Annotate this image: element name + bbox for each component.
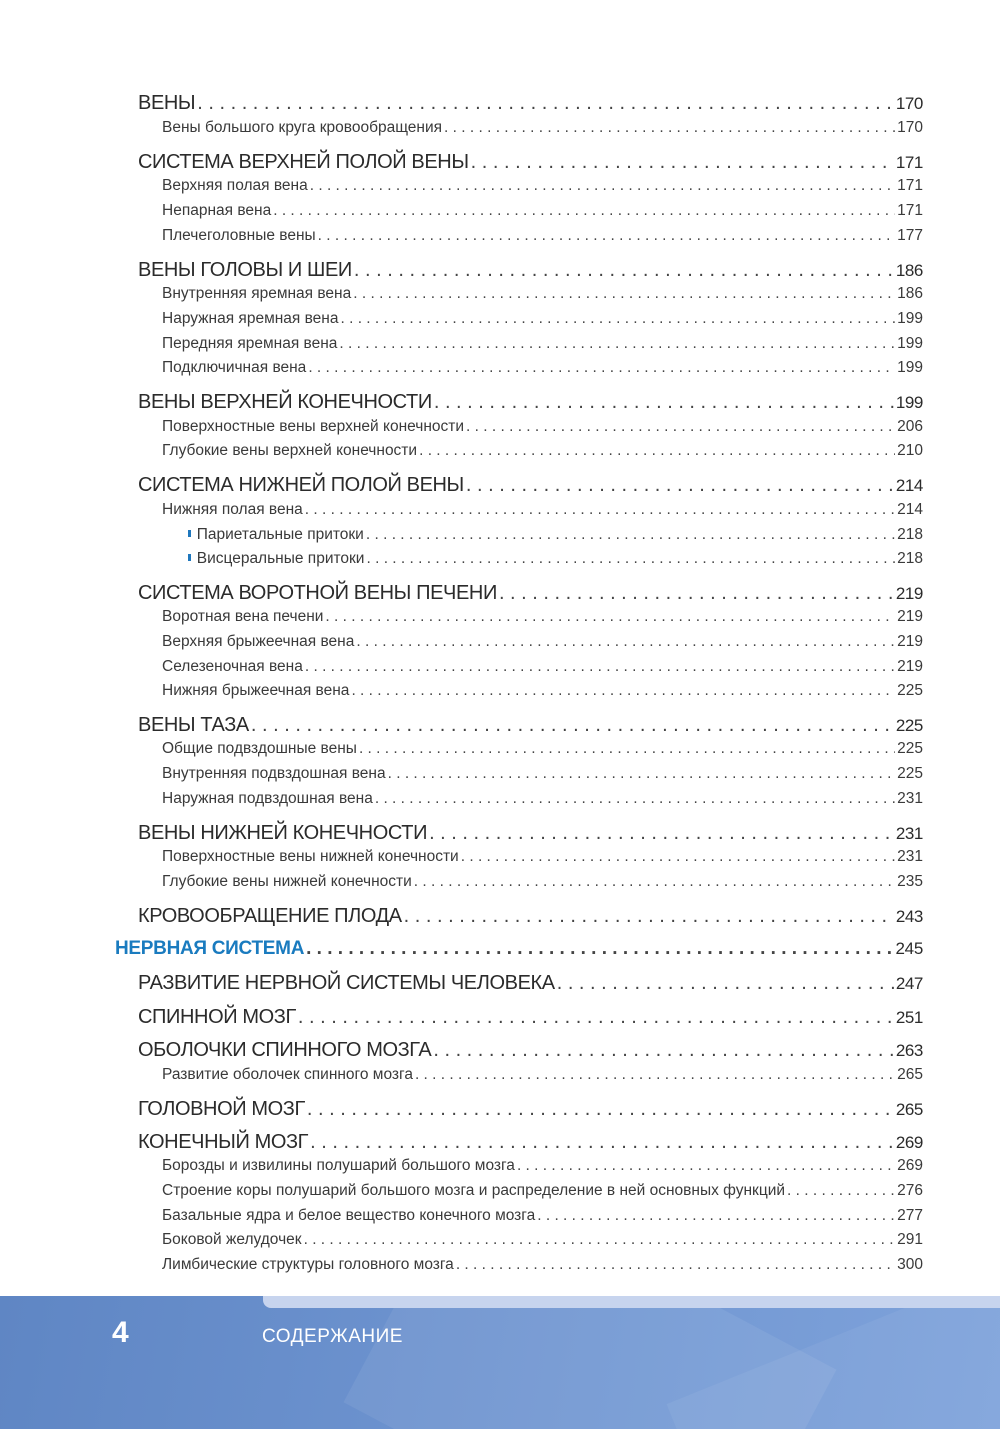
dot-leader <box>359 740 895 758</box>
toc-entry-page: 186 <box>897 285 923 302</box>
toc-entry-section <box>0 714 923 737</box>
toc-entry-title: ОБОЛОЧКИ СПИННОГО МОЗГА <box>138 1039 432 1061</box>
toc-entry-title: Внутренняя подвздошная вена <box>162 765 386 782</box>
dot-leader <box>197 92 894 115</box>
dot-leader <box>325 608 895 626</box>
dot-leader <box>433 1039 893 1062</box>
toc-entry-title: Передняя яремная вена <box>162 335 338 352</box>
toc-entry-title: Борозды и извилины полушарий большого мозга <box>162 1157 515 1174</box>
dot-leader <box>419 442 895 460</box>
toc-entry-section <box>0 1006 923 1029</box>
toc-entry-sub <box>0 633 923 651</box>
toc-entry-title: Воротная вена печени <box>162 608 324 625</box>
toc-entry-page: 171 <box>895 153 923 172</box>
toc-entry-sub <box>0 873 923 891</box>
toc-entry-page: 218 <box>897 550 923 567</box>
toc-entry-page: 186 <box>895 261 923 280</box>
toc-entry-sub <box>0 442 923 460</box>
toc-entry-sub <box>0 359 923 377</box>
toc-entry-page: 243 <box>895 907 923 926</box>
toc-entry-sub <box>0 202 923 220</box>
toc-entry-bullet <box>0 550 923 568</box>
toc-entry-title: Строение коры полушарий большого мозга и распределение в ней основных функций <box>162 1182 786 1199</box>
toc-entry-title: Селезеночная вена <box>162 658 303 675</box>
toc-entry-page: 265 <box>897 1066 923 1083</box>
toc-entry-section <box>0 391 923 414</box>
dot-leader <box>471 151 894 174</box>
toc-entry-sub <box>0 1157 923 1175</box>
toc-entry-title: СПИННОЙ МОЗГ <box>138 1006 296 1028</box>
toc-entry-section <box>0 972 923 995</box>
toc-entry-title: Поверхностные вены нижней конечности <box>162 848 459 865</box>
dot-leader <box>366 550 895 568</box>
dot-leader <box>466 474 894 497</box>
toc-entry-title: ВЕНЫ НИЖНЕЙ КОНЕЧНОСТИ <box>138 822 428 844</box>
footer-strip <box>263 1296 1000 1308</box>
toc-entry-title: Париетальные притоки <box>196 526 364 543</box>
toc-entry-page: 251 <box>895 1008 923 1027</box>
dot-leader <box>304 1231 896 1249</box>
dot-leader <box>456 1256 895 1274</box>
toc-entry-page: 206 <box>897 418 923 435</box>
toc-entry-title: Висцеральные притоки <box>196 550 365 567</box>
toc-entry-page: 245 <box>895 939 923 958</box>
toc-entry-page: 269 <box>897 1157 923 1174</box>
toc-entry-page: 218 <box>897 526 923 543</box>
toc-entry-page: 214 <box>895 476 923 495</box>
toc-entry-title: Нижняя брыжеечная вена <box>162 682 350 699</box>
dot-leader <box>388 765 896 783</box>
toc-entry-page: 225 <box>897 740 923 757</box>
toc-entry-sub <box>0 1066 923 1084</box>
toc-entry-page: 225 <box>897 682 923 699</box>
toc-entry-title: Наружная яремная вена <box>162 310 339 327</box>
toc-entry-title: НЕРВНАЯ СИСТЕМА <box>115 938 305 959</box>
dot-leader <box>356 633 895 651</box>
toc-entry-sub <box>0 1182 923 1200</box>
toc-entry-sub <box>0 740 923 758</box>
toc-entry-title: Плечеголовные вены <box>162 227 316 244</box>
toc-entry-sub <box>0 765 923 783</box>
toc-entry-page: 276 <box>897 1182 923 1199</box>
page-footer <box>0 1296 1000 1429</box>
toc-entry-sub <box>0 119 923 137</box>
toc-entry-sub <box>0 848 923 866</box>
toc-entry-sub <box>0 310 923 328</box>
toc-entry-page: 277 <box>897 1207 923 1224</box>
toc-entry-title: Боковой желудочек <box>162 1231 302 1248</box>
toc-entry-title: ВЕНЫ ВЕРХНЕЙ КОНЕЧНОСТИ <box>138 391 432 413</box>
dot-leader <box>339 335 895 353</box>
toc-entry-page: 171 <box>897 202 923 219</box>
toc-entry-title: КРОВООБРАЩЕНИЕ ПЛОДА <box>138 905 402 927</box>
toc-entry-page: 225 <box>895 716 923 735</box>
toc-entry-page: 219 <box>897 658 923 675</box>
toc-entry-section <box>0 822 923 845</box>
toc-entry-title: РАЗВИТИЕ НЕРВНОЙ СИСТЕМЫ ЧЕЛОВЕКА <box>138 972 555 994</box>
toc-entry-title: СИСТЕМА НИЖНЕЙ ПОЛОЙ ВЕНЫ <box>138 474 464 496</box>
toc-entry-title: Наружная подвздошная вена <box>162 790 373 807</box>
dot-leader <box>310 177 895 195</box>
toc-entry-page: 199 <box>897 310 923 327</box>
toc-entry-page: 219 <box>897 608 923 625</box>
dot-leader <box>351 682 895 700</box>
toc-entry-title: ГОЛОВНОЙ МОЗГ <box>138 1098 305 1120</box>
toc-entry-page: 199 <box>897 359 923 376</box>
toc-entry-title: Внутренняя яремная вена <box>162 285 352 302</box>
toc-entry-page: 171 <box>897 177 923 194</box>
toc-entry-section <box>0 905 923 928</box>
dot-leader <box>787 1182 895 1200</box>
toc-entry-section <box>0 474 923 497</box>
toc-entry-page: 231 <box>897 848 923 865</box>
dot-leader <box>414 873 895 891</box>
toc-entry-page: 231 <box>895 824 923 843</box>
toc-entry-section <box>0 582 923 605</box>
toc-entry-title: КОНЕЧНЫЙ МОЗГ <box>138 1131 309 1153</box>
bullet-square-icon <box>188 554 191 561</box>
bullet-square-icon <box>188 530 191 537</box>
dot-leader <box>444 119 895 137</box>
dot-leader <box>375 790 895 808</box>
toc-entry-page: 219 <box>897 633 923 650</box>
dot-leader <box>434 391 894 414</box>
toc-entry-page: 199 <box>897 335 923 352</box>
toc-entry-page: 269 <box>895 1133 923 1152</box>
toc-entry-section <box>0 151 923 174</box>
toc-entry-section <box>0 259 923 282</box>
dot-leader <box>340 310 895 328</box>
dot-leader <box>415 1066 895 1084</box>
toc-entry-title: Базальные ядра и белое вещество конечного мозга <box>162 1207 536 1224</box>
dot-leader <box>537 1207 895 1225</box>
toc-entry-page: 225 <box>897 765 923 782</box>
dot-leader <box>429 822 894 845</box>
toc-entry-title: Непарная вена <box>162 202 272 219</box>
toc-entry-page: 235 <box>897 873 923 890</box>
toc-entry-section <box>0 1131 923 1154</box>
dot-leader <box>354 259 894 282</box>
dot-leader <box>557 972 894 995</box>
dot-leader <box>308 359 895 377</box>
toc-entry-page: 300 <box>897 1256 923 1273</box>
toc-entry-title: ВЕНЫ <box>138 92 196 114</box>
toc-entry-title: Глубокие вены нижней конечности <box>162 873 412 890</box>
toc-entry-page: 247 <box>895 974 923 993</box>
dot-leader <box>305 501 895 519</box>
toc-entry-title: СИСТЕМА ВЕРХНЕЙ ПОЛОЙ ВЕНЫ <box>138 151 469 173</box>
toc-entry-page: 265 <box>895 1100 923 1119</box>
dot-leader <box>305 658 895 676</box>
toc-entry-page: 214 <box>897 501 923 518</box>
toc-entry-title: Поверхностные вены верхней конечности <box>162 418 465 435</box>
toc-entry-sub <box>0 285 923 303</box>
toc-entry-section <box>0 92 923 115</box>
toc-entry-page: 231 <box>897 790 923 807</box>
toc-entry-sub <box>0 1207 923 1225</box>
dot-leader <box>404 905 894 928</box>
toc-entry-title: Верхняя брыжеечная вена <box>162 633 355 650</box>
dot-leader <box>353 285 895 303</box>
toc-entry-page: 291 <box>897 1231 923 1248</box>
toc-entry-page: 199 <box>895 393 923 412</box>
dot-leader <box>298 1006 894 1029</box>
dot-leader <box>366 526 895 544</box>
toc-entry-sub <box>0 418 923 436</box>
toc-entry-title: СИСТЕМА ВОРОТНОЙ ВЕНЫ ПЕЧЕНИ <box>138 582 497 604</box>
toc-entry-sub <box>0 682 923 700</box>
toc-entry-sub <box>0 501 923 519</box>
dot-leader <box>517 1157 895 1175</box>
toc-entry-title: Лимбические структуры головного мозга <box>162 1256 454 1273</box>
page-number: 4 <box>112 1316 129 1349</box>
toc-entry-title: Нижняя полая вена <box>162 501 303 518</box>
toc-entry-section <box>0 1039 923 1062</box>
toc-entry-title: Верхняя полая вена <box>162 177 308 194</box>
dot-leader <box>310 1131 894 1154</box>
toc-entry-page: 170 <box>897 119 923 136</box>
toc-entry-sub <box>0 658 923 676</box>
dot-leader <box>273 202 895 220</box>
toc-entry-title: Глубокие вены верхней конечности <box>162 442 418 459</box>
dot-leader <box>461 848 895 866</box>
dot-leader <box>466 418 895 436</box>
toc-entry-sub <box>0 335 923 353</box>
toc-entry-bullet <box>0 526 923 544</box>
toc-entry-chapter <box>0 938 923 960</box>
toc-entry-section <box>0 1098 923 1121</box>
toc-entry-page: 219 <box>895 584 923 603</box>
toc-entry-title: ВЕНЫ ГОЛОВЫ И ШЕИ <box>138 259 352 281</box>
toc-entry-title: Подключичная вена <box>162 359 307 376</box>
toc-entry-sub <box>0 1231 923 1249</box>
dot-leader <box>499 582 894 605</box>
toc-entry-sub <box>0 1256 923 1274</box>
running-title: СОДЕРЖАНИЕ <box>262 1326 403 1347</box>
toc-entry-title: ВЕНЫ ТАЗА <box>138 714 249 736</box>
toc-entry-sub <box>0 790 923 808</box>
toc-entry-page: 177 <box>897 227 923 244</box>
toc-entry-page: 210 <box>897 442 923 459</box>
toc-entry-sub <box>0 177 923 195</box>
dot-leader <box>307 1098 894 1121</box>
toc-entry-page: 263 <box>895 1041 923 1060</box>
toc-entry-sub <box>0 227 923 245</box>
toc-entry-title: Вены большого круга кровообращения <box>162 119 443 136</box>
dot-leader <box>306 938 893 960</box>
toc-entry-page: 170 <box>895 94 923 113</box>
toc-entry-title: Развитие оболочек спинного мозга <box>162 1066 413 1083</box>
dot-leader <box>318 227 895 245</box>
toc-entry-sub <box>0 608 923 626</box>
dot-leader <box>251 714 894 737</box>
toc-entry-title: Общие подвздошные вены <box>162 740 357 757</box>
